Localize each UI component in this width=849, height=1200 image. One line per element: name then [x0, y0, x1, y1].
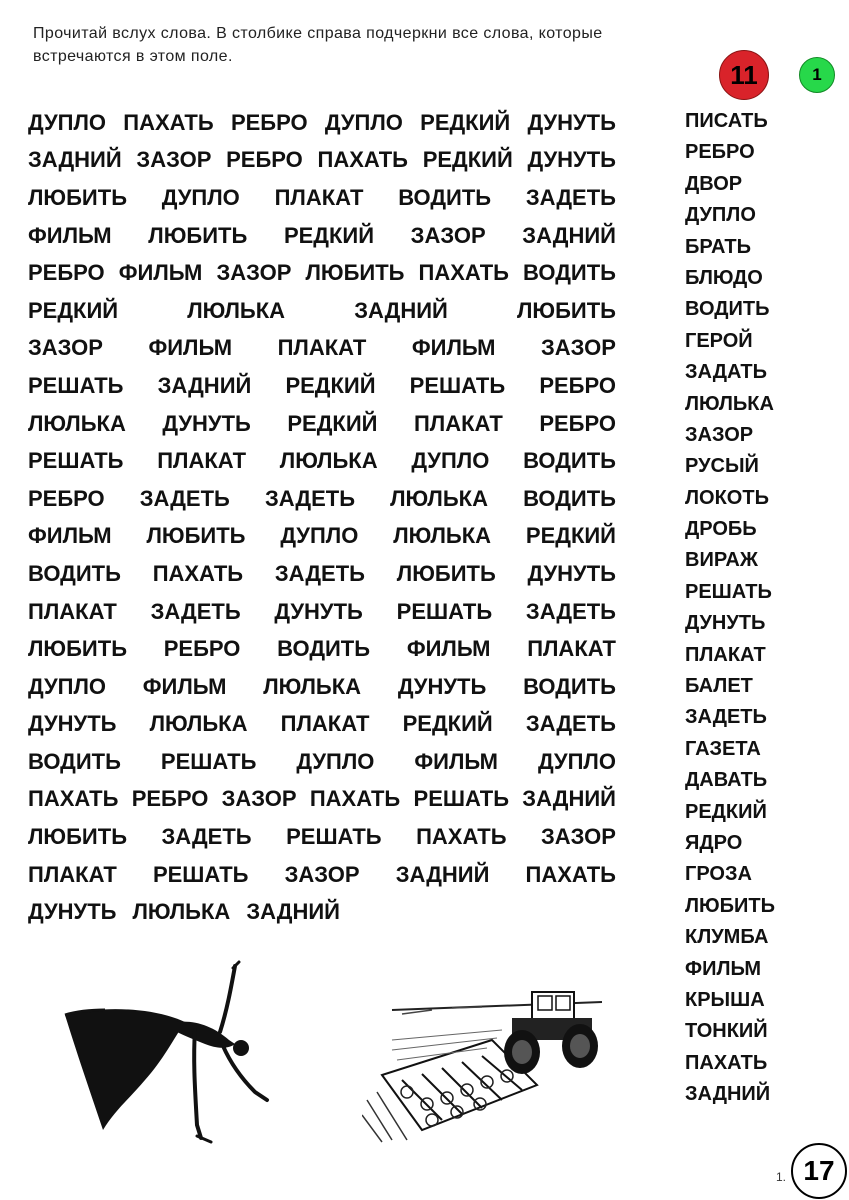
field-word: ПЛАКАТ	[157, 448, 247, 474]
field-word: РЕДКИЙ	[525, 523, 616, 549]
field-word: ПАХАТЬ	[152, 560, 244, 586]
field-word: ЗАЗОР	[410, 222, 486, 248]
field-word: ЛЮЛЬКА	[132, 899, 231, 925]
dancer-illustration	[45, 960, 280, 1150]
column-word[interactable]: БАЛЕТ	[685, 675, 753, 698]
field-word: ЗАДЕТЬ	[274, 560, 365, 586]
field-word: ЗАДНИЙ	[157, 372, 252, 398]
field-word: РЕШАТЬ	[28, 448, 124, 474]
field-word: ФИЛЬМ	[28, 222, 112, 248]
field-word: РЕШАТЬ	[160, 748, 257, 774]
field-word: ДУПЛО	[296, 748, 375, 774]
column-word[interactable]: ЗАДНИЙ	[685, 1083, 771, 1106]
word-row	[28, 593, 616, 631]
word-row	[28, 480, 616, 518]
word-row	[28, 743, 616, 781]
column-word[interactable]: ДУНУТЬ	[685, 612, 766, 635]
field-word: РЕДКИЙ	[287, 410, 378, 436]
field-word: РЕДКИЙ	[28, 297, 119, 323]
field-word: ПЛАКАТ	[274, 184, 364, 210]
field-word: ЗАЗОР	[221, 786, 297, 812]
column-word[interactable]: ТОНКИЙ	[685, 1020, 768, 1043]
field-word: РЕБРО	[28, 260, 105, 286]
field-word: ПАХАТЬ	[28, 786, 119, 812]
field-word: ПАХАТЬ	[309, 786, 401, 812]
field-word: ЗАДЕТЬ	[150, 598, 241, 624]
word-row	[28, 217, 616, 255]
field-word: ЛЮЛЬКА	[149, 711, 248, 737]
field-word: ЗАДЕТЬ	[525, 598, 616, 624]
field-word: РЕБРО	[131, 786, 209, 812]
field-word: РЕДКИЙ	[422, 147, 513, 173]
field-word: ПЛАКАТ	[28, 598, 117, 624]
field-word: ЛЮБИТЬ	[28, 636, 127, 662]
field-word: ВОДИТЬ	[523, 673, 616, 699]
field-word: ЛЮБИТЬ	[28, 184, 127, 210]
field-word: ДУПЛО	[280, 523, 359, 549]
field-word: ВОДИТЬ	[523, 485, 616, 511]
field-word: ДУПЛО	[324, 109, 403, 135]
word-row	[28, 330, 616, 368]
field-word: ДУНУТЬ	[162, 410, 251, 436]
field-word: РЕБРО	[28, 485, 105, 511]
field-word: ЗАЗОР	[541, 824, 616, 850]
word-row	[28, 856, 616, 894]
field-word: ЗАЗОР	[28, 335, 103, 361]
field-word: ПАХАТЬ	[418, 260, 509, 286]
word-row	[28, 405, 616, 443]
word-row	[28, 893, 616, 931]
field-word: ЛЮЛЬКА	[393, 523, 492, 549]
field-word: ЗАДНИЙ	[354, 297, 448, 323]
field-word: РЕБРО	[539, 410, 616, 436]
field-word: ЛЮБИТЬ	[305, 260, 405, 286]
task-number-badge: 11	[719, 50, 769, 100]
field-word: ЗАДНИЙ	[522, 786, 616, 812]
column-word[interactable]: ФИЛЬМ	[685, 957, 762, 980]
field-word: ЛЮЛЬКА	[279, 448, 378, 474]
word-row	[28, 179, 616, 217]
field-word: РЕШАТЬ	[409, 372, 506, 398]
field-word: ЛЮБИТЬ	[516, 297, 616, 323]
column-word[interactable]: КЛУМБА	[685, 926, 769, 949]
field-word: ЛЮБИТЬ	[28, 824, 127, 850]
word-row	[28, 442, 616, 480]
field-word: ПЛАКАТ	[277, 335, 367, 361]
field-word: РЕДКИЙ	[285, 372, 376, 398]
column-word[interactable]: ЗАДЕТЬ	[685, 706, 767, 729]
column-word[interactable]: ПЛАКАТ	[685, 643, 766, 666]
field-word: ДУПЛО	[161, 184, 240, 210]
column-word[interactable]: ДВОР	[685, 172, 743, 195]
word-row	[28, 630, 616, 668]
page-number-small: 1.	[776, 1170, 787, 1184]
word-row	[28, 781, 616, 819]
column-word[interactable]: ЯДРО	[685, 831, 743, 854]
field-word: РЕБРО	[230, 109, 308, 135]
field-word: РЕДКИЙ	[420, 109, 511, 135]
field-word: ЗАДЕТЬ	[139, 485, 230, 511]
column-word[interactable]: ПАХАТЬ	[685, 1051, 768, 1074]
field-word: ПАХАТЬ	[123, 109, 214, 135]
instruction-line-2: встречаются в этом поле.	[33, 48, 233, 65]
column-word[interactable]: ДАВАТЬ	[685, 769, 768, 792]
column-word[interactable]: ГЕРОЙ	[685, 329, 753, 352]
field-word: РЕШАТЬ	[396, 598, 493, 624]
field-word: ЗАЗОР	[284, 861, 360, 887]
field-word: ЗАДЕТЬ	[525, 184, 616, 210]
field-word: ВОДИТЬ	[28, 748, 121, 774]
field-word: ФИЛЬМ	[148, 335, 233, 361]
word-row	[28, 555, 616, 593]
field-word: ДУПЛО	[411, 448, 490, 474]
field-word: РЕШАТЬ	[152, 861, 249, 887]
field-word: ДУПЛО	[28, 673, 106, 699]
word-row	[28, 818, 616, 856]
column-word[interactable]: ГАЗЕТА	[685, 737, 761, 760]
column-word[interactable]: ЛЮБИТЬ	[685, 894, 775, 917]
field-word: ЗАДНИЙ	[522, 222, 616, 248]
field-word: ФИЛЬМ	[28, 523, 112, 549]
field-word: ЛЮЛЬКА	[28, 410, 126, 436]
column-word[interactable]: РУСЫЙ	[685, 455, 759, 478]
field-word: ДУНУТЬ	[28, 711, 117, 737]
column-word[interactable]: ЛОКОТЬ	[685, 486, 769, 509]
field-word: ВОДИТЬ	[523, 448, 616, 474]
field-word: ВОДИТЬ	[398, 184, 492, 210]
word-field	[28, 104, 616, 931]
field-word: ПЛАКАТ	[280, 711, 370, 737]
field-word: ЗАДЕТЬ	[525, 711, 616, 737]
field-word: ДУНУТЬ	[527, 147, 616, 173]
field-word: ВОДИТЬ	[523, 260, 616, 286]
field-word: ДУНУТЬ	[274, 598, 363, 624]
field-word: РЕБРО	[163, 636, 241, 662]
column-word[interactable]: ВИРАЖ	[685, 549, 758, 572]
column-word[interactable]: ПИСАТЬ	[685, 110, 768, 132]
word-row	[28, 254, 616, 292]
field-word: ЗАДНИЙ	[28, 147, 122, 173]
field-word: ПАХАТЬ	[317, 147, 408, 173]
field-word: ФИЛЬМ	[411, 335, 496, 361]
field-word: ЛЮБИТЬ	[148, 222, 248, 248]
field-word: ФИЛЬМ	[414, 748, 498, 774]
field-word: РЕДКИЙ	[402, 711, 493, 737]
word-row	[28, 104, 616, 142]
field-word: ЛЮЛЬКА	[263, 673, 362, 699]
field-word: РЕШАТЬ	[413, 786, 510, 812]
column-word[interactable]: ГРОЗА	[685, 863, 752, 886]
field-word: ПЛАКАТ	[527, 636, 616, 662]
field-word: ФИЛЬМ	[142, 673, 227, 699]
word-row	[28, 367, 616, 405]
word-row	[28, 518, 616, 556]
field-word: ПАХАТЬ	[416, 824, 507, 850]
field-word: ЗАЗОР	[216, 260, 292, 286]
field-word: ЗАДЕТЬ	[264, 485, 356, 511]
field-word: ЗАДНИЙ	[395, 861, 490, 887]
page-number: 17	[791, 1143, 847, 1199]
column-word[interactable]: РЕДКИЙ	[685, 800, 767, 823]
field-word: ДУНУТЬ	[527, 109, 616, 135]
field-word: ЛЮЛЬКА	[390, 485, 488, 511]
field-word: ПЛАКАТ	[28, 861, 117, 887]
field-word: ЗАДНИЙ	[246, 899, 340, 925]
word-row	[28, 668, 616, 706]
column-word[interactable]: БЛЮДО	[685, 266, 763, 289]
column-word[interactable]: РЕШАТЬ	[685, 580, 772, 603]
field-word: ЗАЗОР	[136, 147, 212, 173]
word-row	[28, 142, 616, 180]
field-word: РЕШАТЬ	[286, 824, 382, 850]
field-word: ДУПЛО	[537, 748, 616, 774]
tractor-illustration	[362, 980, 614, 1145]
column-word[interactable]: РЕБРО	[685, 141, 755, 164]
field-word: ЛЮБИТЬ	[396, 560, 496, 586]
word-column	[685, 106, 775, 1111]
field-word: ДУНУТЬ	[28, 899, 117, 925]
field-word: РЕБРО	[226, 147, 303, 173]
column-word[interactable]: БРАТЬ	[685, 235, 751, 258]
word-row	[28, 292, 616, 330]
column-word[interactable]: ДРОБЬ	[685, 518, 757, 541]
field-word: ЛЮЛЬКА	[187, 297, 286, 323]
field-word: ПАХАТЬ	[525, 861, 616, 887]
field-word: ПЛАКАТ	[413, 410, 503, 436]
column-word[interactable]: ЗАЗОР	[685, 423, 754, 446]
field-word: ВОДИТЬ	[28, 560, 121, 586]
column-word[interactable]: ЗАДАТЬ	[685, 361, 768, 384]
instruction-line-1: Прочитай вслух слова. В столбике справа подчеркни все слова, которые	[33, 25, 603, 42]
field-word: ЗАЗОР	[541, 335, 616, 361]
field-word: ЗАДЕТЬ	[161, 824, 252, 850]
field-word: ВОДИТЬ	[277, 636, 371, 662]
field-word: РЕБРО	[539, 372, 616, 398]
field-word: ФИЛЬМ	[406, 636, 491, 662]
instruction-text	[33, 22, 813, 68]
field-word: ДУПЛО	[28, 109, 106, 135]
column-word[interactable]: ЛЮЛЬКА	[685, 392, 774, 415]
field-word: ФИЛЬМ	[118, 260, 203, 286]
field-word: ЛЮБИТЬ	[146, 523, 246, 549]
field-word: ДУНУТЬ	[397, 673, 487, 699]
field-word: РЕДКИЙ	[283, 222, 375, 248]
field-word: РЕШАТЬ	[28, 372, 124, 398]
column-word[interactable]: ДУПЛО	[685, 204, 756, 227]
word-row	[28, 706, 616, 744]
column-word[interactable]: КРЫША	[685, 988, 765, 1011]
level-badge: 1	[799, 57, 835, 93]
column-word[interactable]: ВОДИТЬ	[685, 298, 770, 321]
field-word: ДУНУТЬ	[527, 560, 616, 586]
